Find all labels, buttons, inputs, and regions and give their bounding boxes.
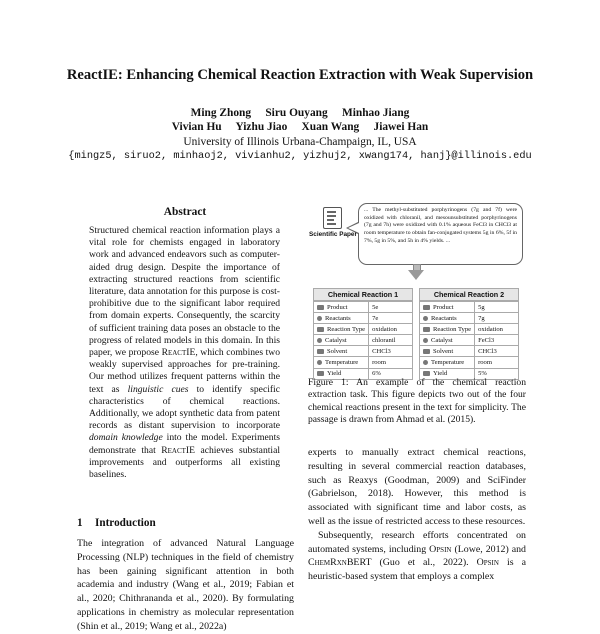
section-number: 1 xyxy=(77,517,83,529)
paragraph: experts to manually extract chemical reactions, resulting in several commercial reaction databases, such as Reaxys (Goodman, 2009) and SciFinder (Gabrielson, 2018). However, this method is associated with significant time and labor costs, as well as the issue of restricted access to these resources. xyxy=(308,447,526,527)
reaction-field: Yield xyxy=(420,368,475,379)
field-icon xyxy=(423,316,428,321)
field-icon xyxy=(423,349,430,354)
author: Minhao Jiang xyxy=(341,107,410,119)
reaction-value: CHCl3 xyxy=(369,346,413,357)
paper-label: Scientific Paper xyxy=(309,231,357,238)
reaction-row xyxy=(314,324,413,335)
section-heading xyxy=(77,517,156,529)
bubble-text: ... The methyl-substituted porphyrinogens (7g and 7f) were oxidized with chloranil, and mesounsubstituted porphyrinogens (7g and 7h) were oxidized with 0.1% aqueous FeCl3 in CHCl3 at room temperature to obtain fan-conjugated systems 5g in 6%, 5f in 7%, 5g in 5%, and 5h in 4% yields. ... xyxy=(364,207,517,244)
authors-line-1 xyxy=(0,107,600,119)
field-icon xyxy=(423,305,430,310)
reaction-row xyxy=(314,302,413,313)
reaction-field: Catalyst xyxy=(314,335,369,346)
reaction-value: 7g xyxy=(475,313,519,324)
field-icon xyxy=(317,327,324,332)
reaction-row xyxy=(420,313,519,324)
author: Xuan Wang xyxy=(301,121,360,133)
author: Vivian Hu xyxy=(171,121,222,133)
field-icon xyxy=(423,327,430,332)
field-icon xyxy=(317,360,322,365)
author: Ming Zhong xyxy=(190,107,252,119)
affiliation: University of Illinois Urbana-Champaign, IL, USA xyxy=(183,136,417,148)
reaction-value: 5e xyxy=(369,302,413,313)
reaction-row xyxy=(420,335,519,346)
authors-line-2 xyxy=(0,121,600,133)
reaction-value: room xyxy=(475,357,519,368)
field-icon xyxy=(423,371,430,376)
reaction-value: oxidation xyxy=(475,324,519,335)
reaction-row xyxy=(420,357,519,368)
author: Jiawei Han xyxy=(373,121,429,133)
reaction-value: oxidation xyxy=(369,324,413,335)
abstract-text: Structured chemical reaction information plays a vital role for chemists engaged in laboratory work and advanced endeavors such as computer-aided drug design. Despite the importance of extracting structured reactions from scientific literature, data annotation for this purpose is cost-prohibitive due to the significant labor required from domain experts. Consequently, the scarcity of sufficient training data poses an obstacle to the progress of related models in this domain. In this paper, we propose ReactIE, which combines two weakly supervised approaches for pre-training. Our method utilizes frequent patterns within the text as linguistic cues to identify specific characteristics of chemical reactions. Additionally, we adopt synthetic data from patent records as distant supervision to incorporate domain knowledge into the model. Experiments demonstrate that ReactIE achieves substantial improvements and outperforms all existing baselines. xyxy=(89,225,281,481)
field-icon xyxy=(317,338,322,343)
reaction-row xyxy=(314,335,413,346)
reaction-field: Reactants xyxy=(420,313,475,324)
paper-icon xyxy=(323,207,342,229)
reaction-heading: Chemical Reaction 1 xyxy=(313,288,413,301)
reaction-field: Yield xyxy=(314,368,369,379)
reaction-row xyxy=(314,346,413,357)
reaction-field: Reaction Type xyxy=(314,324,369,335)
abstract-heading: Abstract xyxy=(163,206,207,218)
reaction-heading: Chemical Reaction 2 xyxy=(419,288,519,301)
paper-title: ReactIE: Enhancing Chemical Reaction Extraction with Weak Supervision xyxy=(66,67,534,83)
reaction-row xyxy=(420,324,519,335)
figure-caption: Figure 1: An example of the chemical reaction extraction task. This figure depicts two out of the four chemical reactions present in the text for simplicity. The passage is drawn from Ahmad et al. (2015). xyxy=(308,377,526,426)
right-column-text xyxy=(308,446,526,584)
section-title: Introduction xyxy=(95,517,156,529)
field-icon xyxy=(423,338,428,343)
paragraph: Subsequently, research efforts concentrated on automated systems, including Opsin (Lowe, 2012) and ChemRxnBERT (Guo et al., 2022). Opsin is a heuristic-based system that employs a complex xyxy=(308,529,526,583)
reaction-field: Temperature xyxy=(314,357,369,368)
field-icon xyxy=(317,349,324,354)
reaction-value: 7e xyxy=(369,313,413,324)
reaction-field: Solvent xyxy=(420,346,475,357)
author-emails: {mingz5, siruo2, minhaoj2, vivianhu2, yizhuj2, xwang174, hanj}@illinois.edu xyxy=(68,150,532,162)
author: Siru Ouyang xyxy=(265,107,328,119)
reaction-row xyxy=(420,346,519,357)
reaction-value: 6% xyxy=(369,368,413,379)
reaction-table-1 xyxy=(313,288,413,380)
intro-text: The integration of advanced Natural Language Processing (NLP) techniques in the field of chemistry has been gaining significant attention in both academia and industry (Wang et al., 2019; Fabian et al., 2020; Chithrananda et al., 2020). By formulating applications in chemistry as molecular representation (Shin et al., 2019; Wang et al., 2022a) xyxy=(77,538,294,632)
reaction-value: FeCl3 xyxy=(475,335,519,346)
reaction-row xyxy=(420,302,519,313)
reaction-field: Temperature xyxy=(420,357,475,368)
field-icon xyxy=(317,316,322,321)
reaction-value: chloranil xyxy=(369,335,413,346)
field-icon xyxy=(317,371,324,376)
reaction-field: Product xyxy=(314,302,369,313)
reaction-field: Solvent xyxy=(314,346,369,357)
reaction-field: Reaction Type xyxy=(420,324,475,335)
reaction-field: Reactants xyxy=(314,313,369,324)
reaction-field: Product xyxy=(420,302,475,313)
reaction-value: room xyxy=(369,357,413,368)
reaction-value: 5g xyxy=(475,302,519,313)
reaction-value: CHCl3 xyxy=(475,346,519,357)
reaction-row xyxy=(314,357,413,368)
reaction-field: Catalyst xyxy=(420,335,475,346)
reaction-table-2 xyxy=(419,288,519,380)
field-icon xyxy=(423,360,428,365)
reaction-row xyxy=(314,313,413,324)
author: Yizhu Jiao xyxy=(235,121,288,133)
reaction-value: 5% xyxy=(475,368,519,379)
field-icon xyxy=(317,305,324,310)
